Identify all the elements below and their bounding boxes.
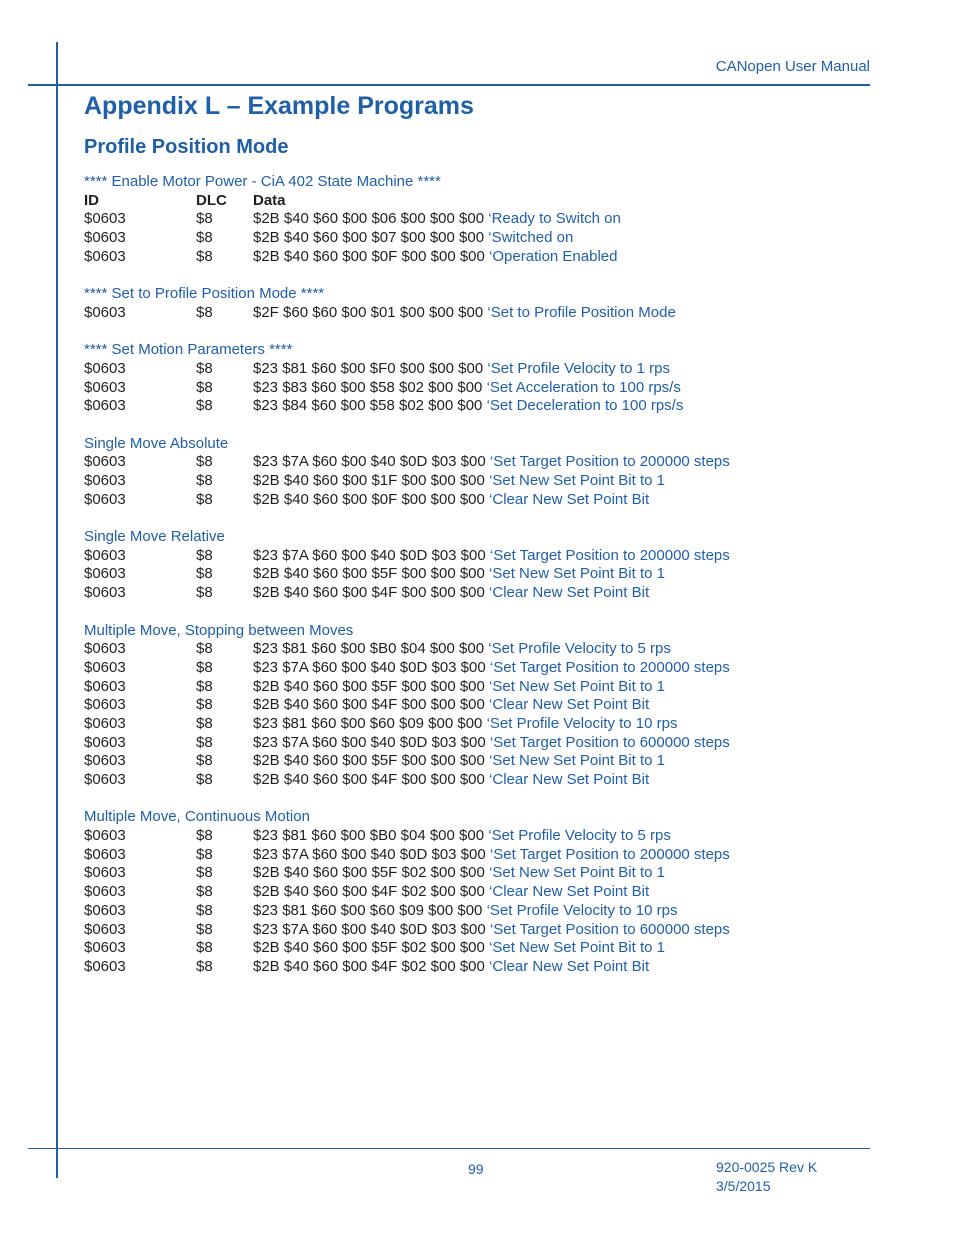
column-header-row — [84, 192, 864, 211]
can-message-row — [84, 678, 864, 697]
message-id: $0603 — [84, 303, 126, 321]
message-bytes: $2B $40 $60 $00 $0F $00 $00 $00 — [253, 247, 485, 265]
message-dlc: $8 — [196, 939, 213, 957]
message-bytes: $2B $40 $60 $00 $4F $00 $00 $00 — [253, 584, 485, 602]
message-dlc: $8 — [196, 771, 213, 788]
message-data — [253, 939, 665, 958]
message-id: $0603 — [84, 696, 126, 714]
message-bytes: $23 $7A $60 $00 $40 $0D $03 $00 — [253, 845, 486, 863]
message-bytes: $2B $40 $60 $00 $5F $00 $00 $00 — [253, 677, 485, 695]
message-dlc: $8 — [196, 247, 213, 265]
message-comment: ‘Set Target Position to 600000 steps — [489, 733, 730, 751]
message-bytes: $23 $81 $60 $00 $60 $09 $00 $00 — [253, 714, 483, 732]
message-bytes: $2B $40 $60 $00 $4F $00 $00 $00 — [253, 771, 485, 788]
message-data — [253, 958, 649, 977]
message-comment: ‘Set Profile Velocity to 10 rps — [486, 714, 678, 732]
can-message-row — [84, 210, 864, 229]
document-revision — [716, 1158, 817, 1196]
can-message-row — [84, 472, 864, 491]
message-comment: ‘Set Deceleration to 100 rps/s — [486, 397, 684, 415]
message-comment: ‘Set Target Position to 600000 steps — [489, 920, 730, 938]
message-data — [253, 491, 649, 510]
message-data — [253, 864, 665, 883]
message-id: $0603 — [84, 229, 126, 247]
message-comment: ‘Set Profile Velocity to 5 rps — [488, 827, 671, 845]
message-dlc: $8 — [196, 584, 213, 602]
message-bytes: $23 $7A $60 $00 $40 $0D $03 $00 — [253, 546, 486, 564]
can-message-row — [84, 864, 864, 883]
message-comment: ‘Clear New Set Point Bit — [489, 883, 650, 901]
message-data — [253, 659, 730, 678]
can-message-row — [84, 752, 864, 771]
message-id: $0603 — [84, 453, 126, 471]
message-comment: ‘Set Target Position to 200000 steps — [489, 453, 730, 471]
message-data — [253, 902, 678, 921]
can-message-row — [84, 827, 864, 846]
can-message-row — [84, 584, 864, 603]
can-message-row — [84, 248, 864, 267]
message-dlc: $8 — [196, 677, 213, 695]
can-message-row — [84, 229, 864, 248]
message-data — [253, 565, 665, 584]
page-number: 99 — [468, 1161, 484, 1177]
section-label: **** Set Motion Parameters **** — [84, 341, 293, 359]
message-bytes: $2B $40 $60 $00 $4F $00 $00 $00 — [253, 696, 485, 714]
message-data — [253, 734, 730, 753]
message-dlc: $8 — [196, 210, 213, 228]
message-comment: ‘Set New Set Point Bit to 1 — [489, 752, 665, 770]
message-bytes: $2B $40 $60 $00 $4F $02 $00 $00 — [253, 957, 485, 975]
message-id: $0603 — [84, 901, 126, 919]
message-comment: ‘Set Profile Velocity to 1 rps — [487, 359, 670, 377]
message-comment: ‘Set New Set Point Bit to 1 — [489, 677, 665, 695]
message-bytes: $2B $40 $60 $00 $07 $00 $00 $00 — [253, 229, 485, 247]
section-spacer — [84, 509, 864, 528]
can-message-row — [84, 565, 864, 584]
can-message-row — [84, 659, 864, 678]
message-bytes: $2B $40 $60 $00 $1F $00 $00 $00 — [253, 472, 485, 489]
message-data — [253, 827, 671, 846]
message-dlc: $8 — [196, 397, 213, 415]
message-id: $0603 — [84, 584, 126, 602]
message-id: $0603 — [84, 957, 126, 975]
message-dlc: $8 — [196, 565, 213, 583]
message-dlc: $8 — [196, 378, 213, 396]
message-data — [253, 547, 730, 566]
message-data — [253, 715, 678, 734]
program-listing — [84, 173, 864, 977]
message-bytes: $23 $7A $60 $00 $40 $0D $03 $00 — [253, 453, 486, 471]
section-label: **** Set to Profile Position Mode **** — [84, 285, 325, 303]
can-message-row — [84, 453, 864, 472]
message-id: $0603 — [84, 658, 126, 676]
message-dlc: $8 — [196, 490, 213, 508]
message-comment: ‘Set New Set Point Bit to 1 — [489, 565, 665, 583]
message-bytes: $23 $7A $60 $00 $40 $0D $03 $00 — [253, 658, 486, 676]
can-message-row — [84, 921, 864, 940]
message-comment: ‘Switched on — [488, 229, 574, 247]
can-message-row — [84, 958, 864, 977]
footer-rule — [28, 1148, 870, 1149]
message-bytes: $23 $7A $60 $00 $40 $0D $03 $00 — [253, 733, 486, 751]
message-data — [253, 640, 671, 659]
message-dlc: $8 — [196, 472, 213, 489]
message-comment: ‘Clear New Set Point Bit — [489, 584, 650, 602]
can-message-row — [84, 397, 864, 416]
message-data — [253, 883, 649, 902]
can-message-row — [84, 304, 864, 323]
message-bytes: $23 $81 $60 $00 $B0 $04 $00 $00 — [253, 640, 485, 658]
message-data — [253, 210, 621, 229]
message-dlc: $8 — [196, 752, 213, 770]
message-dlc: $8 — [196, 303, 213, 321]
message-bytes: $23 $81 $60 $00 $B0 $04 $00 $00 — [253, 827, 485, 845]
message-comment: ‘Clear New Set Point Bit — [489, 490, 650, 508]
message-data — [253, 453, 730, 472]
message-id: $0603 — [84, 472, 126, 489]
message-data — [253, 678, 665, 697]
message-id: $0603 — [84, 714, 126, 732]
message-dlc: $8 — [196, 957, 213, 975]
message-id: $0603 — [84, 752, 126, 770]
message-comment: ‘Clear New Set Point Bit — [489, 696, 650, 714]
message-dlc: $8 — [196, 229, 213, 247]
section-label: Multiple Move, Stopping between Moves — [84, 621, 354, 639]
section-spacer — [84, 790, 864, 809]
column-header-id: ID — [84, 191, 99, 209]
message-bytes: $2B $40 $60 $00 $5F $00 $00 $00 — [253, 565, 485, 583]
column-header-data: Data — [253, 191, 286, 209]
can-message-row — [84, 939, 864, 958]
doc-date: 3/5/2015 — [716, 1178, 771, 1194]
can-message-row — [84, 771, 864, 790]
message-data — [253, 584, 649, 603]
message-id: $0603 — [84, 864, 126, 882]
section-title: Profile Position Mode — [84, 136, 289, 158]
message-bytes: $2B $40 $60 $00 $4F $02 $00 $00 — [253, 883, 485, 901]
message-bytes: $23 $81 $60 $00 $F0 $00 $00 $00 — [253, 359, 484, 377]
message-bytes: $23 $84 $60 $00 $58 $02 $00 $00 — [253, 397, 483, 415]
left-margin-rule — [56, 42, 58, 1178]
message-dlc: $8 — [196, 359, 213, 377]
message-data — [253, 248, 617, 267]
section-label: Single Move Relative — [84, 528, 225, 546]
can-message-row — [84, 491, 864, 510]
doc-number: 920-0025 Rev K — [716, 1159, 818, 1175]
message-comment: ‘Set Profile Velocity to 10 rps — [486, 901, 678, 919]
message-dlc: $8 — [196, 827, 213, 845]
can-message-row — [84, 902, 864, 921]
can-message-row — [84, 640, 864, 659]
header-rule — [28, 84, 870, 86]
message-data — [253, 304, 676, 323]
message-dlc: $8 — [196, 453, 213, 471]
can-message-row — [84, 846, 864, 865]
message-id: $0603 — [84, 565, 126, 583]
message-comment: ‘Clear New Set Point Bit — [489, 957, 650, 975]
message-bytes: $23 $81 $60 $00 $60 $09 $00 $00 — [253, 901, 483, 919]
message-dlc: $8 — [196, 845, 213, 863]
message-id: $0603 — [84, 378, 126, 396]
message-dlc: $8 — [196, 640, 213, 658]
message-bytes: $23 $83 $60 $00 $58 $02 $00 $00 — [253, 378, 483, 396]
message-bytes: $23 $7A $60 $00 $40 $0D $03 $00 — [253, 920, 486, 938]
can-message-row — [84, 734, 864, 753]
can-message-row — [84, 547, 864, 566]
message-data — [253, 696, 649, 715]
message-id: $0603 — [84, 939, 126, 957]
message-comment: ‘Set Target Position to 200000 steps — [489, 845, 730, 863]
message-data — [253, 921, 730, 940]
section-label: **** Enable Motor Power - CiA 402 State Machine **** — [84, 173, 441, 190]
section-label: Multiple Move, Continuous Motion — [84, 808, 310, 826]
message-id: $0603 — [84, 490, 126, 508]
message-data — [253, 846, 730, 865]
message-id: $0603 — [84, 210, 126, 228]
message-dlc: $8 — [196, 883, 213, 901]
message-dlc: $8 — [196, 546, 213, 564]
message-id: $0603 — [84, 883, 126, 901]
message-data — [253, 472, 665, 491]
can-message-row — [84, 696, 864, 715]
message-comment: ‘Clear New Set Point Bit — [489, 771, 650, 788]
can-message-row — [84, 883, 864, 902]
message-id: $0603 — [84, 397, 126, 415]
message-data — [253, 360, 670, 379]
message-id: $0603 — [84, 845, 126, 863]
can-message-row — [84, 379, 864, 398]
message-bytes: $2F $60 $60 $00 $01 $00 $00 $00 — [253, 303, 484, 321]
section-spacer — [84, 603, 864, 622]
message-dlc: $8 — [196, 658, 213, 676]
message-comment: ‘Set New Set Point Bit to 1 — [489, 864, 665, 882]
section-spacer — [84, 323, 864, 342]
message-data — [253, 379, 681, 398]
section-label: Single Move Absolute — [84, 434, 229, 452]
message-dlc: $8 — [196, 901, 213, 919]
message-comment: ‘Ready to Switch on — [488, 210, 621, 228]
message-id: $0603 — [84, 677, 126, 695]
section-spacer — [84, 266, 864, 285]
message-comment: ‘Set Target Position to 200000 steps — [489, 658, 730, 676]
message-comment: ‘Set New Set Point Bit to 1 — [489, 939, 665, 957]
message-id: $0603 — [84, 827, 126, 845]
message-data — [253, 397, 683, 416]
message-comment: ‘Set to Profile Position Mode — [487, 303, 676, 321]
message-comment: ‘Operation Enabled — [489, 247, 618, 265]
section-spacer — [84, 416, 864, 435]
can-message-row — [84, 360, 864, 379]
can-message-row — [84, 715, 864, 734]
message-comment: ‘Set Acceleration to 100 rps/s — [486, 378, 681, 396]
message-id: $0603 — [84, 247, 126, 265]
message-dlc: $8 — [196, 920, 213, 938]
message-bytes: $2B $40 $60 $00 $5F $02 $00 $00 — [253, 864, 485, 882]
message-comment: ‘Set New Set Point Bit to 1 — [489, 472, 665, 489]
message-dlc: $8 — [196, 864, 213, 882]
page-title: Appendix L – Example Programs — [84, 92, 474, 120]
message-bytes: $2B $40 $60 $00 $0F $00 $00 $00 — [253, 490, 485, 508]
message-id: $0603 — [84, 920, 126, 938]
message-dlc: $8 — [196, 696, 213, 714]
message-id: $0603 — [84, 640, 126, 658]
message-data — [253, 771, 649, 790]
message-bytes: $2B $40 $60 $00 $06 $00 $00 $00 — [253, 210, 485, 228]
message-id: $0603 — [84, 359, 126, 377]
message-dlc: $8 — [196, 714, 213, 732]
message-data — [253, 229, 573, 248]
message-data — [253, 752, 665, 771]
message-dlc: $8 — [196, 733, 213, 751]
message-comment: ‘Set Target Position to 200000 steps — [489, 546, 730, 564]
message-id: $0603 — [84, 771, 126, 788]
message-comment: ‘Set Profile Velocity to 5 rps — [488, 640, 671, 658]
manual-title: CANopen User Manual — [715, 58, 870, 75]
column-header-dlc: DLC — [196, 191, 227, 209]
message-id: $0603 — [84, 733, 126, 751]
message-bytes: $2B $40 $60 $00 $5F $00 $00 $00 — [253, 752, 485, 770]
message-id: $0603 — [84, 546, 126, 564]
message-bytes: $2B $40 $60 $00 $5F $02 $00 $00 — [253, 939, 485, 957]
